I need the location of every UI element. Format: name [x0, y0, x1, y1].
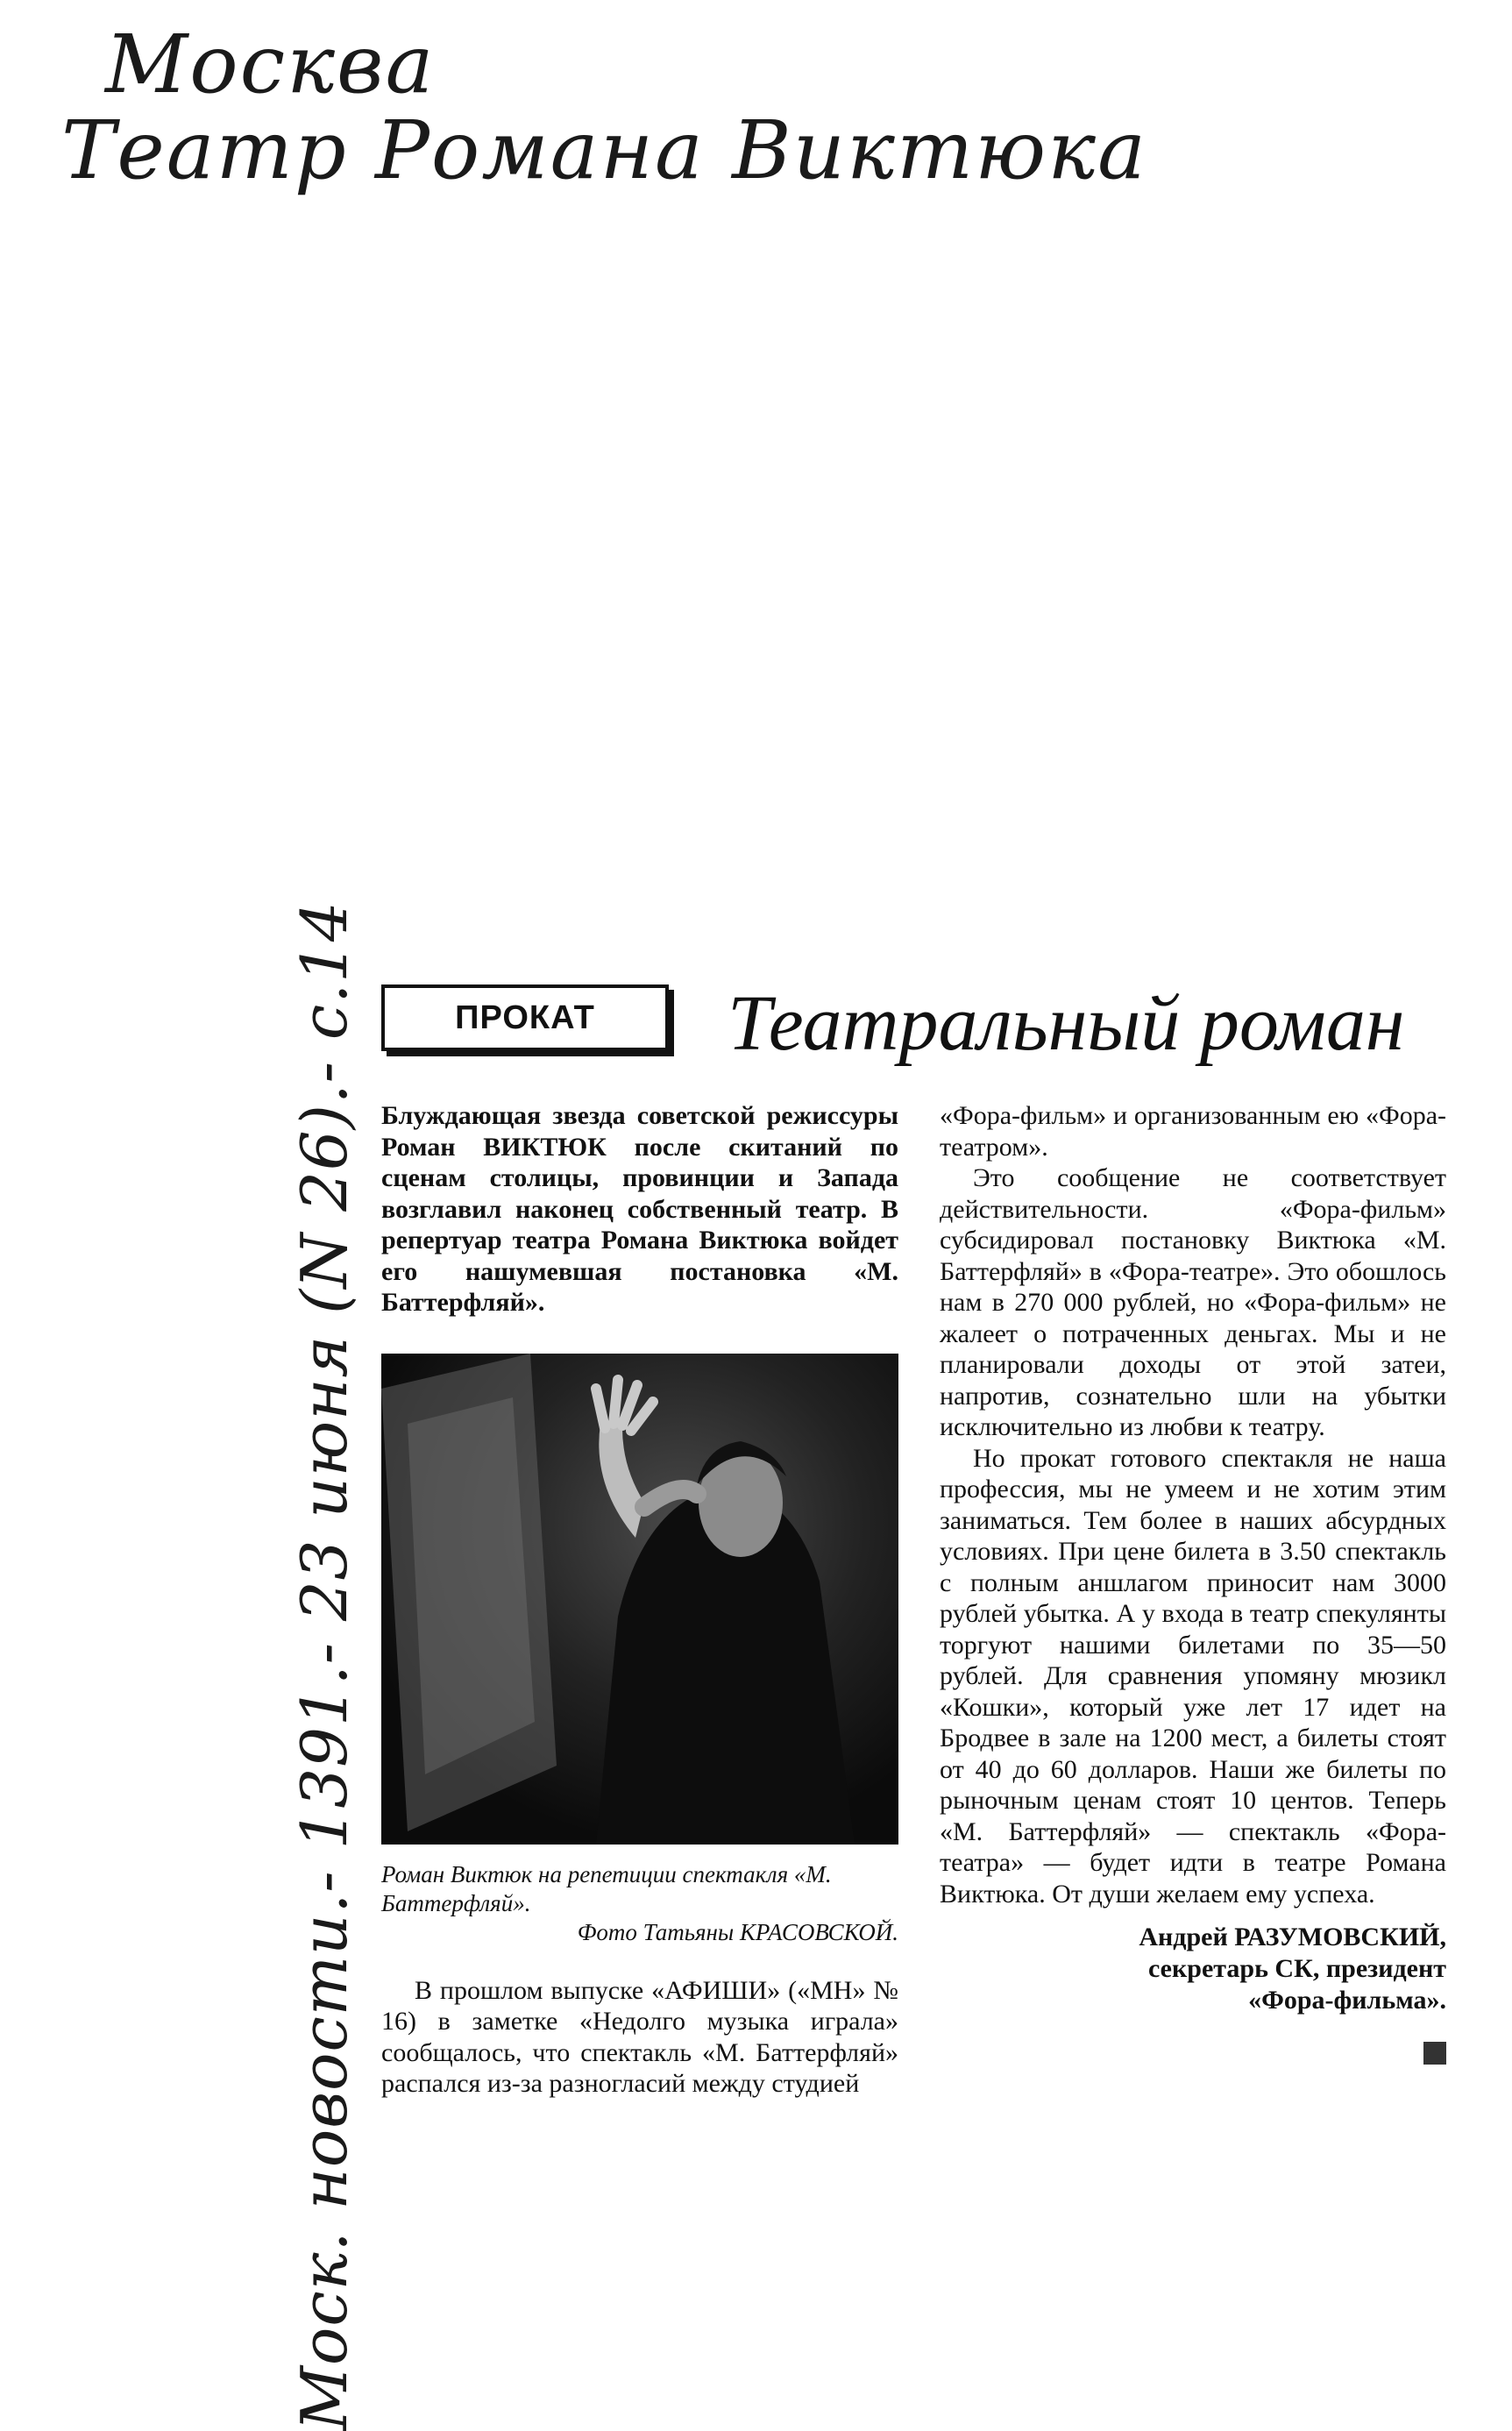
right-column	[940, 1100, 1446, 2016]
end-of-article-square	[1423, 2042, 1446, 2065]
article-headline: Театральный роман	[728, 980, 1405, 1067]
newspaper-clipping	[287, 900, 1455, 2431]
source-note-text: Моск. новости.- 1391.- 23 июня (N 26).- с.14	[287, 900, 361, 2431]
photo-credit: Фото Татьяны КРАСОВСКОЙ.	[577, 1918, 898, 1945]
rubric-box	[381, 984, 669, 1051]
handwritten-source-note	[276, 900, 373, 2431]
rubric-label: ПРОКАТ	[455, 999, 595, 1036]
author-organization: «Фора-фильма».	[1248, 1986, 1446, 2015]
article-lead: Блуждающая звезда советской режиссуры Роман ВИКТЮК после скитаний по сценам столицы, провинции и Запада возглавил наконец собственный театр. В репертуар театра Романа Виктюка войдет его нашумевшая постановка «М. Баттерфляй».	[381, 1101, 898, 1317]
photo-image	[381, 1354, 898, 1845]
handwritten-theatre-note: Театр Романа Виктюка	[61, 103, 1147, 197]
rehearsal-photo	[381, 1354, 898, 1845]
handwritten-city-note: Москва	[105, 18, 436, 111]
author-name: Андрей РАЗУМОВСКИЙ,	[1139, 1923, 1446, 1951]
author-signature	[940, 1922, 1446, 2016]
right-body-paragraph-3: Но прокат готового спектакля не наша профессия, мы не умеем и не хотим этим заниматься. Тем более в наших абсурдных условиях. При цене билета в 3.50 спектакль с полным аншлагом приносит нам 3000 рублей убытка. А у входа в театр спекулянты торгуют нашими билетами по 35—50 рублей. Для сравнения упомяну мюзикл «Кошки», который уже лет 17 идет на Бродвее в зале на 1200 мест, а билеты стоят от 40 до 60 долларов. Наши же билеты по рыночным ценам стоят 10 центов. Теперь «М. Баттерфляй» — спектакль «Фора-театра» — будет идти в театре Романа Виктюка. От души желаем ему успеха.	[940, 1443, 1446, 1909]
right-body-paragraph-1: «Фора-фильм» и организованным ею «Фора-театром».	[940, 1101, 1446, 1162]
left-body-paragraph: В прошлом выпуске «АФИШИ» («МН» № 16) в заметке «Недолго музыка играла» сообщалось, что спектакль «М. Баттерфляй» распался из-за разногласий между студией	[381, 1975, 898, 2098]
right-body-paragraph-2: Это сообщение не соответствует действительности. «Фора-фильм» субсидировал постановку Виктюка «М. Баттерфляй» в «Фора-театре». Это обошлось нам в 270 000 рублей, но «Фора-фильм» не жалеет о потраченных деньгах. Мы и не планировали доходы от этой затеи, напротив, сознательно шли на убытки исключительно из любви к театру.	[940, 1163, 1446, 1441]
photo-caption: Роман Виктюк на репетиции спектакля «М. Баттерфляй».	[381, 1860, 832, 1916]
left-column	[381, 1100, 898, 2100]
author-title: секретарь СК, президент	[1148, 1954, 1446, 1983]
